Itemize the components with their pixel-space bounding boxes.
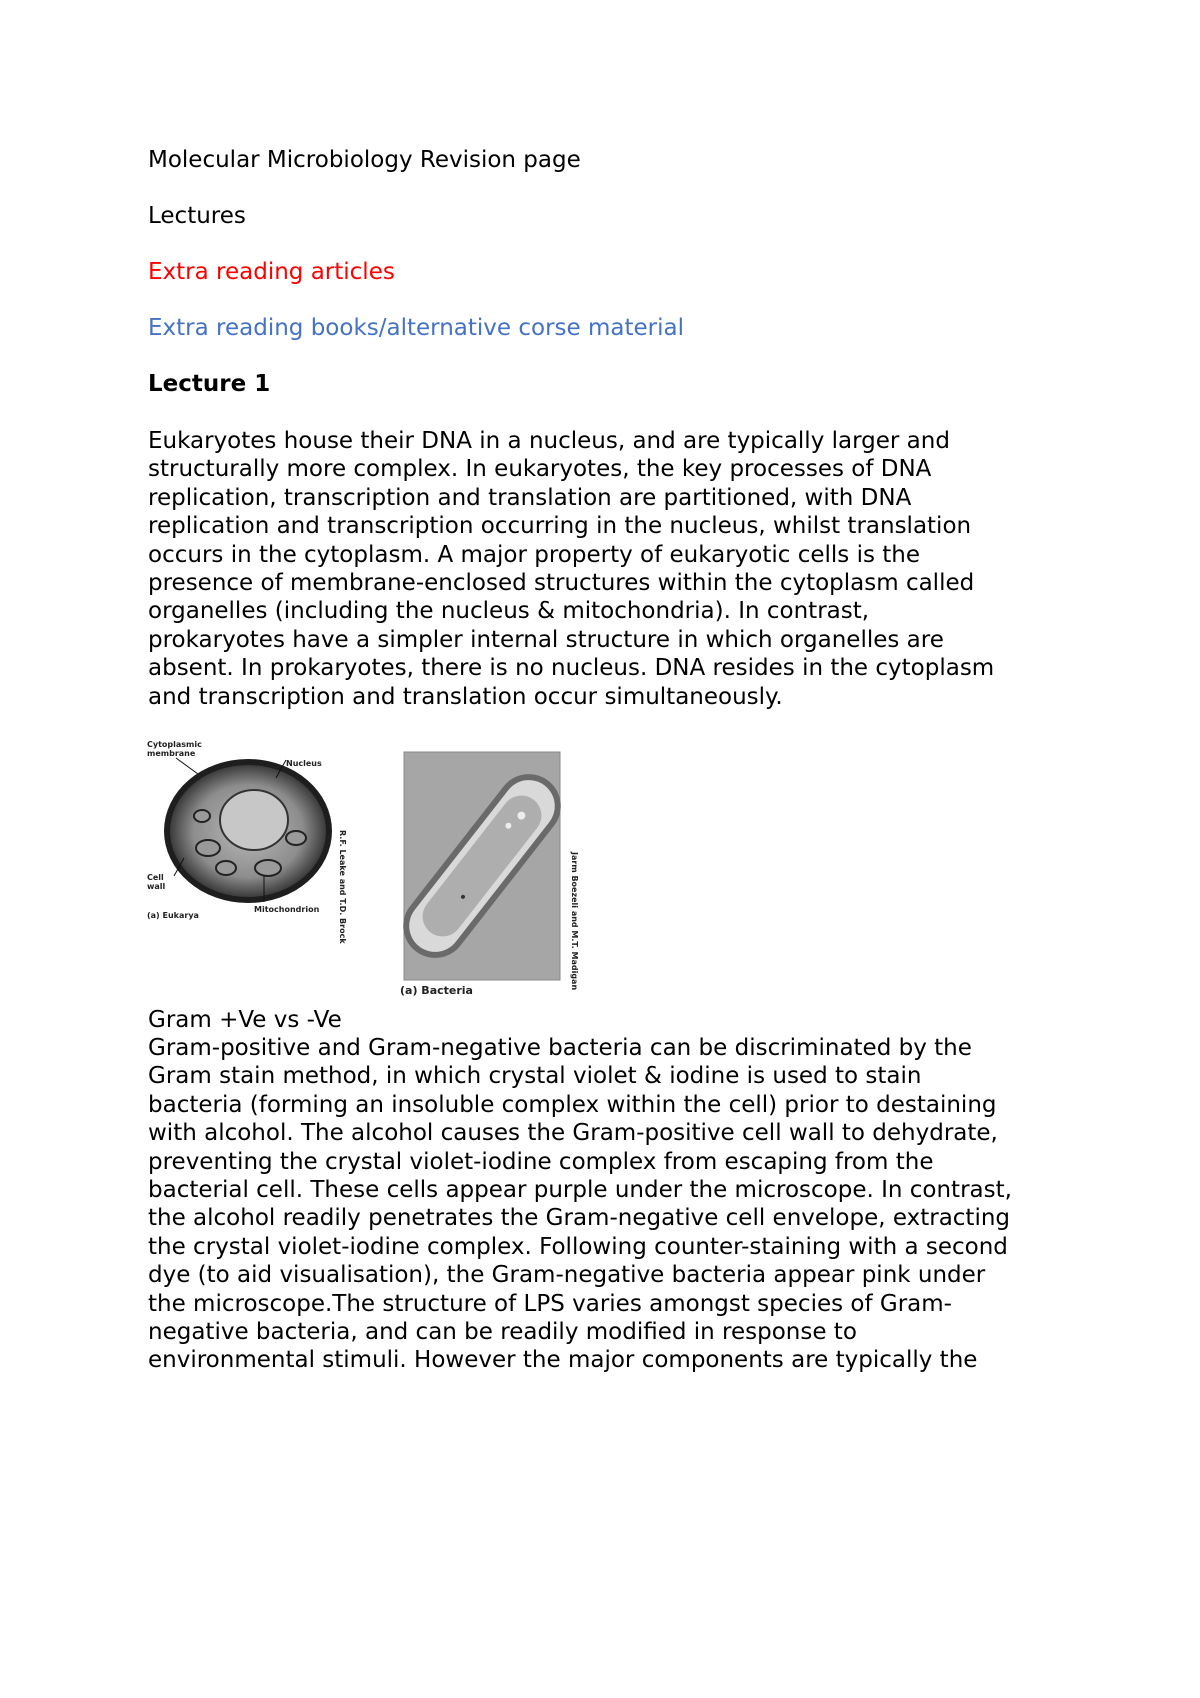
figure-caption-eukarya: (a) Eukarya: [147, 911, 199, 920]
mitochondrion-shape: [216, 861, 236, 875]
figure-credit-eukarya: R.F. Leake and T.D. Brock: [338, 830, 347, 944]
paragraph-gram-stain: [148, 1034, 1068, 1375]
eukarya-micrograph-figure: [146, 738, 347, 944]
bacteria-micrograph: [398, 752, 594, 998]
gram-heading: Gram +Ve vs -Ve: [148, 1007, 342, 1033]
label-pointer: [176, 758, 198, 774]
eukarya-micrograph: [146, 738, 347, 944]
paragraph-line: structurally more complex. In eukaryotes, the key processes of DNA: [148, 456, 932, 483]
mitochondrion-shape: [286, 831, 306, 845]
paragraph-eukaryotes: [148, 427, 1068, 711]
paragraph-line: organelles (including the nucleus & mitochondria). In contrast,: [148, 598, 870, 625]
label-cytoplasmic-1: Cytoplasmic: [147, 740, 202, 749]
legend-lectures: Lectures: [148, 203, 246, 229]
mitochondrion-shape: [194, 810, 210, 822]
label-nucleus: Nucleus: [286, 759, 322, 768]
mitochondrion-shape: [196, 840, 220, 856]
paragraph-line: replication, transcription and translation are partitioned, with DNA: [148, 484, 912, 511]
lecture-heading: Lecture 1: [148, 371, 271, 397]
label-mitochondrion: Mitochondrion: [254, 905, 320, 914]
paragraph-line: dye (to aid visualisation), the Gram-negative bacteria appear pink under: [148, 1262, 986, 1289]
label-cell-wall-2: wall: [147, 882, 166, 891]
figure-credit-bacteria: Jarm Boezeli and M.T. Madigan: [570, 852, 579, 991]
paragraph-line: bacterial cell. These cells appear purple under the microscope. In contrast,: [148, 1177, 1012, 1204]
paragraph-line: Eukaryotes house their DNA in a nucleus, and are typically larger and: [148, 428, 950, 454]
bacteria-micrograph-figure: [398, 752, 594, 998]
paragraph-line: and transcription and translation occur simultaneously.: [148, 683, 783, 710]
paragraph-line: Gram-positive and Gram-negative bacteria can be discriminated by the: [148, 1035, 972, 1061]
figure-caption-bacteria: (a) Bacteria: [400, 984, 473, 997]
paragraph-line: the crystal violet-iodine complex. Following counter-staining with a second: [148, 1233, 1008, 1260]
legend-extra-articles: Extra reading articles: [148, 259, 395, 285]
paragraph-line: prokaryotes have a simpler internal structure in which organelles are: [148, 626, 944, 653]
nucleus-shape: [220, 790, 288, 850]
paragraph-line: occurs in the cytoplasm. A major property of eukaryotic cells is the: [148, 541, 921, 568]
paragraph-line: environmental stimuli. However the major components are typically the: [148, 1347, 978, 1374]
paragraph-line: Gram stain method, in which crystal violet & iodine is used to stain: [148, 1063, 922, 1090]
paragraph-line: absent. In prokaryotes, there is no nucleus. DNA resides in the cytoplasm: [148, 655, 995, 682]
paragraph-line: presence of membrane-enclosed structures within the cytoplasm called: [148, 570, 975, 597]
paragraph-line: the microscope.The structure of LPS varies amongst species of Gram-: [148, 1290, 952, 1317]
paragraph-line: the alcohol readily penetrates the Gram-negative cell envelope, extracting: [148, 1205, 1011, 1232]
label-cytoplasmic-2: membrane: [147, 749, 196, 758]
mitochondrion-shape: [255, 860, 281, 876]
legend-extra-books: Extra reading books/alternative corse material: [148, 315, 684, 341]
paragraph-line: replication and transcription occurring in the nucleus, whilst translation: [148, 513, 972, 540]
document-title: Molecular Microbiology Revision page: [148, 147, 581, 173]
paragraph-line: preventing the crystal violet-iodine complex from escaping from the: [148, 1148, 934, 1175]
paragraph-line: with alcohol. The alcohol causes the Gram-positive cell wall to dehydrate,: [148, 1120, 998, 1147]
label-cell-wall-1: Cell: [147, 873, 164, 882]
paragraph-line: bacteria (forming an insoluble complex within the cell) prior to destaining: [148, 1091, 997, 1118]
paragraph-line: negative bacteria, and can be readily modified in response to: [148, 1319, 857, 1346]
